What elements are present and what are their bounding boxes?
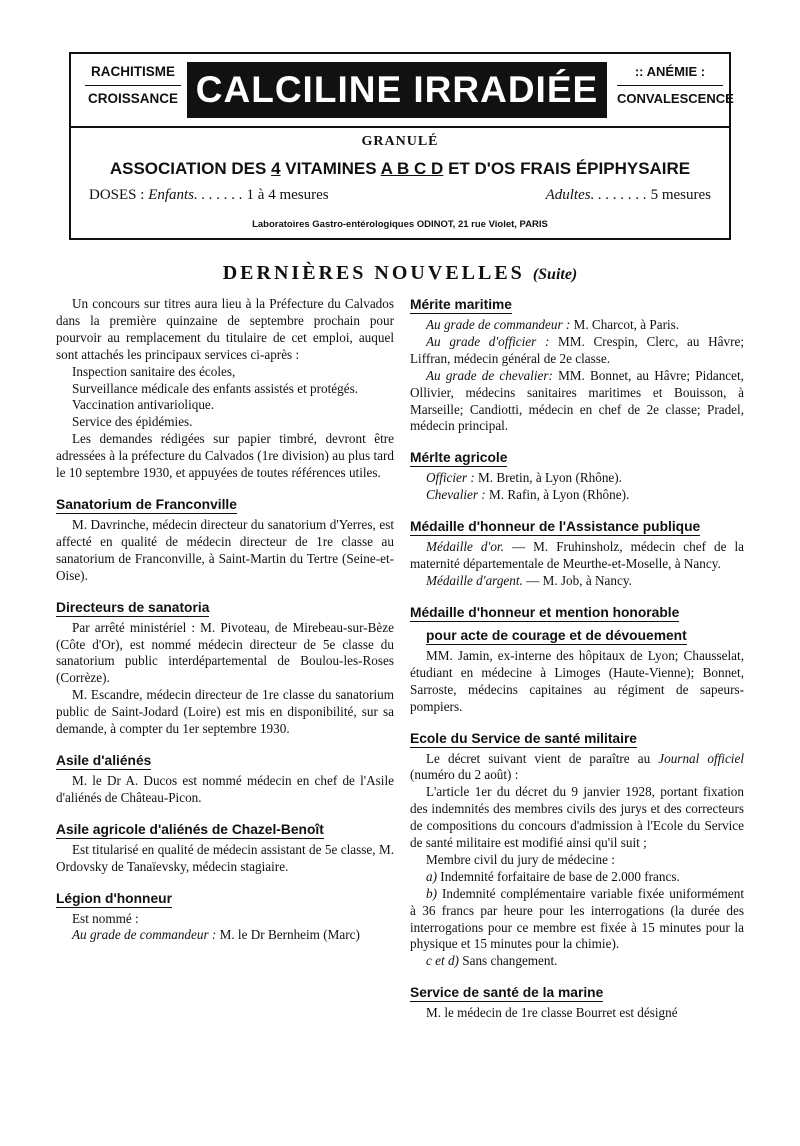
text-fragment: Le décret suivant vient de paraître au	[426, 750, 651, 766]
ad-assoc-vitamins: A B C D	[380, 159, 444, 178]
section-text: L'article 1er du décret du 9 janvier 1928, portant fixation des indemnités des membres civils des jurys et des correcteurs de compositions du concours d'admission à l'Ecole du Service de santé militaire est modifié ainsi qu'il suit ;	[410, 784, 744, 851]
ad-assoc-num: 4	[271, 159, 281, 178]
section-text	[410, 573, 744, 590]
list-text: Indemnité complémentaire variable fixée uniformément à 36 francs par heure pour les interrogations (la durée des interrogations pour ce membre est fixée à 15 minutes pour la physique et 15 minutes pour la chimie).	[410, 885, 744, 952]
list-item	[410, 886, 744, 954]
grade-text: — M. Fruhinsholz, médecin chef de la maternité départementale de Meurthe-et-Moselle, à Nancy.	[410, 539, 744, 572]
section-text	[410, 470, 744, 487]
grade-text: M. le Dr Bernheim (Marc)	[219, 927, 360, 943]
page-title-suite: (Suite)	[532, 266, 578, 283]
section-heading: Asile agricole d'aliénés de Chazel-Benoît	[56, 821, 324, 837]
ad-laboratory: Laboratoires Gastro-entérologiques ODINOT, 21 rue Violet, PARIS	[252, 219, 548, 230]
section-text: M. le Dr A. Ducos est nommé médecin en chef de l'Asile d'aliénés de Château-Picon.	[56, 772, 394, 805]
section-heading: Légion d'honneur	[56, 890, 172, 906]
advertisement-box	[69, 52, 734, 240]
service-item: Surveillance médicale des enfants assistés et protégés.	[72, 380, 358, 396]
ad-assoc-mid: VITAMINES	[285, 159, 377, 178]
ad-right-bottom: CONVALESCENCE	[617, 91, 734, 106]
list-marker: a)	[426, 868, 437, 884]
ad-doses-children-qty: 1 à 4 mesures	[246, 187, 329, 203]
page-title-main: DERNIÈRES NOUVELLES	[222, 262, 525, 284]
ad-left-top: RACHITISME	[91, 64, 175, 79]
section-text	[410, 317, 744, 334]
ad-header	[71, 54, 734, 128]
list-item	[410, 953, 744, 970]
ad-doses-label: DOSES :	[89, 187, 145, 203]
grade-label: Médaille d'argent.	[426, 572, 523, 588]
section-heading: Mérite maritime	[410, 297, 512, 312]
section-heading: Service de santé de la marine	[410, 985, 604, 1001]
demandes-paragraph: Les demandes rédigées sur papier timbré, devront être adressées à la préfecture du Calvados (1re division) au plus tard le 10 septembre 1930, et appuyées de toutes références utiles.	[56, 431, 394, 481]
ad-right-labels	[617, 64, 734, 107]
left-column	[56, 296, 394, 944]
section-text: M. le médecin de 1re classe Bourret est désigné	[426, 1005, 678, 1021]
section-heading: Asile d'aliénés	[56, 752, 152, 768]
service-item: Inspection sanitaire des écoles,	[72, 363, 236, 379]
ad-doses-children: Enfants. . . . . . .	[148, 187, 243, 203]
list-item	[410, 869, 744, 886]
ad-doses-adults: Adultes. . . . . . . .	[545, 187, 647, 203]
section-heading: Sanatorium de Franconville	[56, 496, 237, 512]
section-heading: Ecole du Service de santé militaire	[410, 730, 637, 746]
ad-assoc-pre: ASSOCIATION DES	[109, 159, 267, 178]
section-heading: Mérlte agricole	[410, 450, 508, 466]
grade-label: Au grade de chevalier:	[426, 367, 553, 383]
grade-label: Chevalier :	[426, 487, 486, 503]
grade-label: Au grade d'officier :	[426, 333, 550, 349]
section-text: MM. Jamin, ex-interne des hôpitaux de Lyon; Chausselat, étudiant en médecine à Limoges (Haute-Vienne); Bonnet, Sarroste, médecins capitaines au régiment de sapeurs-pompiers.	[410, 647, 744, 714]
section-text: M. Escandre, médecin directeur de 1re classe du sanatorium public de Saint-Jodard (Loire) est mis en disponibilité, sur sa demande, à compter du 1er septembre 1930.	[56, 687, 394, 737]
grade-label: Officier :	[426, 470, 475, 486]
section-text	[410, 751, 744, 785]
section-text: Par arrêté ministériel : M. Pivoteau, de Mirebeau-sur-Bèze (Côte d'Or), est nommé médecin directeur de 5e classe du sanatorium public interdépartemental de Boulou-les-Roses (Corrèze).	[56, 619, 394, 686]
ad-right-top: :: ANÉMIE :	[634, 64, 706, 79]
grade-text: MM. Bonnet, au Hâvre; Pidancet, Ollivier, médecins sanitaires maritimes et Bouisson, à Marseille; Candiotti, médecin en chef de 2e classe; Pradel, médecin principal.	[410, 367, 744, 434]
grade-label: Au grade de commandeur :	[426, 317, 571, 332]
section-heading: Médaille d'honneur de l'Assistance publique	[410, 519, 701, 535]
section-text	[410, 539, 744, 573]
ad-granule: GRANULÉ	[361, 134, 439, 149]
ad-doses-adults-qty: 5 mesures	[650, 187, 711, 203]
grade-label: Au grade de commandeur :	[72, 927, 217, 943]
list-marker: c et d)	[426, 953, 459, 969]
section-text: Est titularisé en qualité de médecin assistant de 5e classe, M. Ordovsky de Tanaïevsky, médecin stagiaire.	[56, 841, 394, 874]
service-item: Service des épidémies.	[72, 414, 193, 430]
section-text	[410, 487, 744, 504]
list-marker: b)	[426, 885, 437, 901]
journal-title: Journal officiel	[658, 750, 744, 766]
section-text: Est nommé :	[72, 910, 139, 926]
grade-label: Médaille d'or.	[426, 539, 504, 555]
section-heading: Médaille d'honneur et mention honorable	[410, 604, 680, 620]
section-text	[56, 927, 394, 944]
section-text	[410, 334, 744, 368]
section-text: M. Davrinche, médecin directeur du sanatorium d'Yerres, est affecté en qualité de médecin directeur de 1re classe au sanatorium de Franconville, à Saint-Martin du Tertre (Seine-et-Oise).	[56, 516, 394, 583]
ad-doses	[89, 187, 711, 204]
ad-brand: CALCILINE IRRADIÉE	[187, 62, 607, 118]
grade-text: M. Charcot, à Paris.	[573, 317, 680, 332]
ad-association	[71, 159, 729, 179]
grade-text: M. Rafin, à Lyon (Rhône).	[489, 487, 630, 503]
grade-text: MM. Crespin, Clerc, au Hâvre; Liffran, médecin général de 2e classe.	[410, 333, 744, 366]
section-text: Membre civil du jury de médecine :	[426, 851, 615, 867]
ad-left-bottom: CROISSANCE	[87, 91, 178, 106]
section-text	[410, 368, 744, 436]
list-text: Indemnité forfaitaire de base de 2.000 francs.	[440, 868, 680, 884]
intro-paragraph: Un concours sur titres aura lieu à la Préfecture du Calvados dans la première quinzaine de septembre prochain pour pourvoir au remplacement du titulaire de cet emploi, auquel sont attachés les principaux services ci-après :	[56, 296, 394, 362]
section-heading-line2: pour acte de courage et de dévouement	[426, 627, 687, 643]
grade-text: M. Bretin, à Lyon (Rhône).	[478, 470, 622, 486]
ad-assoc-post: ET D'OS FRAIS ÉPIPHYSAIRE	[448, 159, 691, 178]
section-heading: Directeurs de sanatoria	[56, 599, 210, 615]
list-text: Sans changement.	[462, 953, 558, 969]
grade-text: — M. Job, à Nancy.	[526, 572, 632, 588]
service-item: Vaccination antivariolique.	[72, 397, 215, 413]
right-column	[410, 296, 744, 1022]
text-fragment: (numéro du 2 août) :	[410, 767, 519, 783]
page-title	[0, 262, 800, 285]
ad-left-labels	[85, 64, 181, 107]
